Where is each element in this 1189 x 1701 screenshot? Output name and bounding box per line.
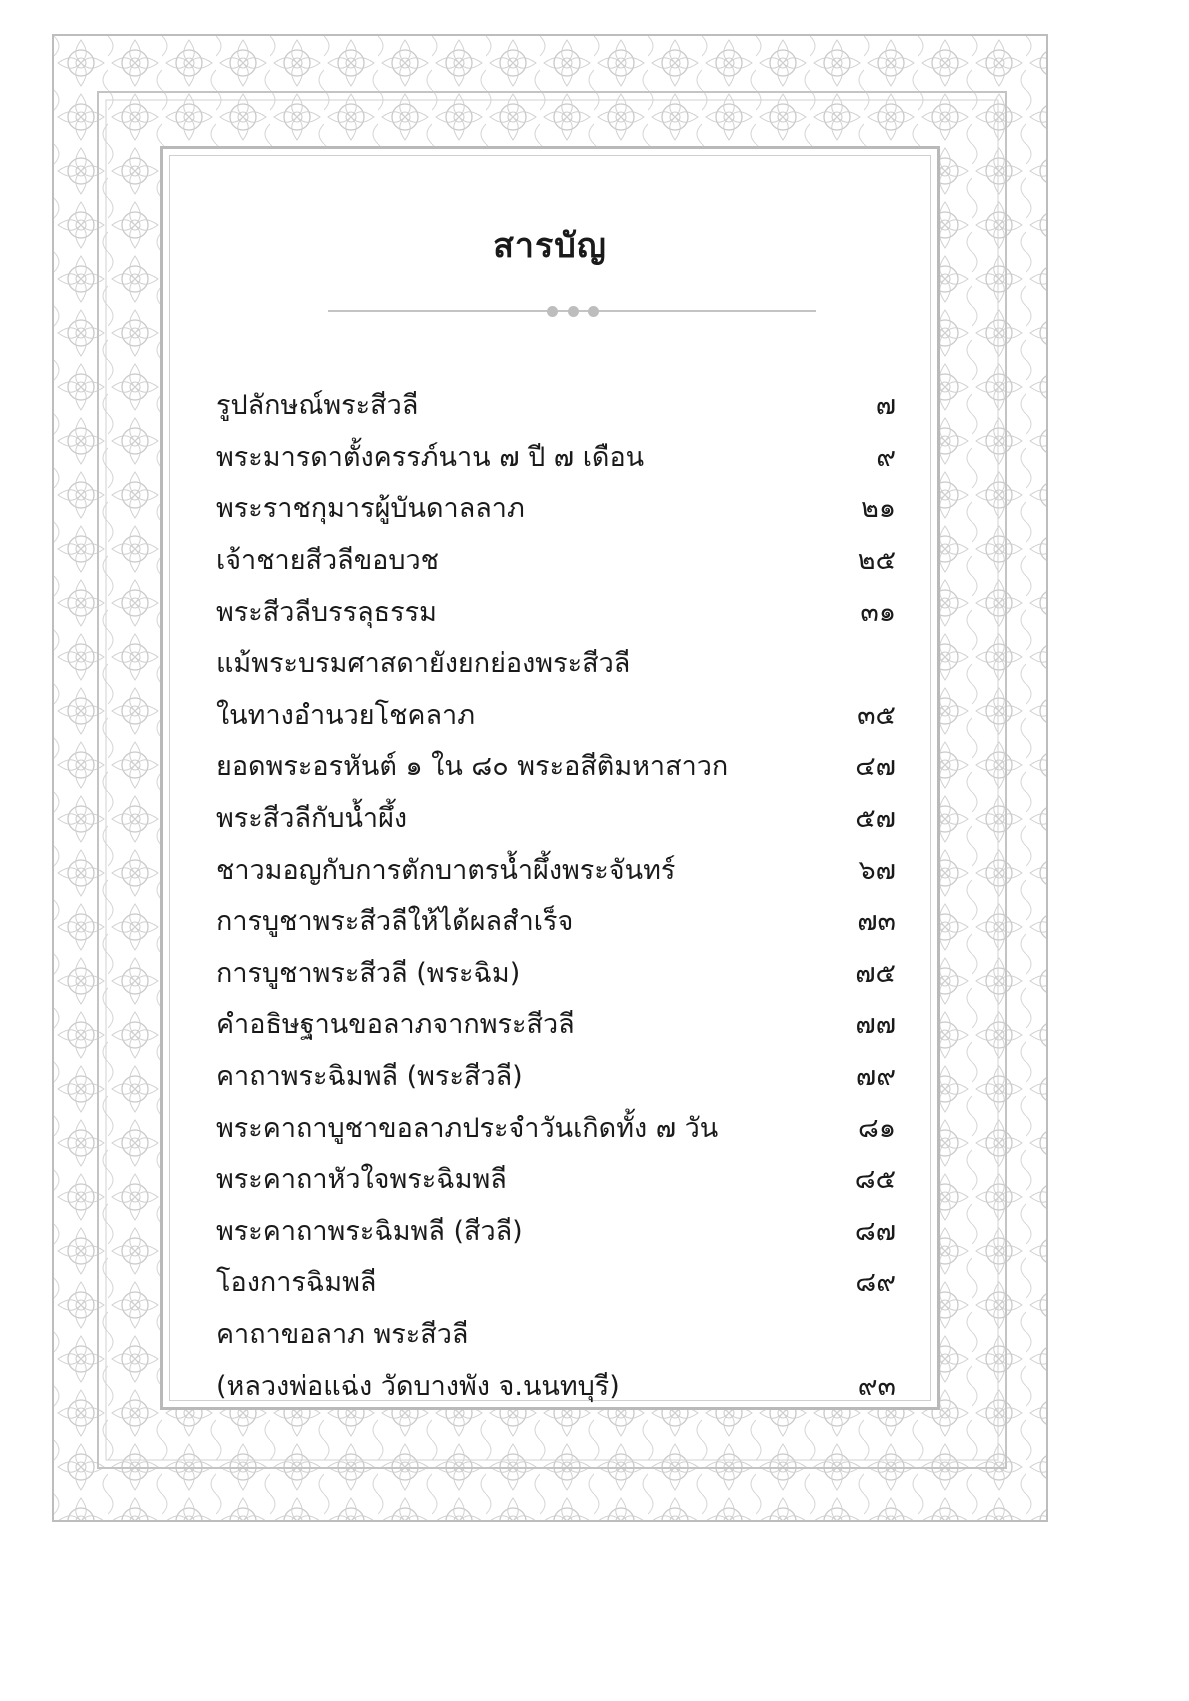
page-title: สารบัญ [493,226,607,266]
toc-entry-page: ๗๗ [855,1009,896,1041]
toc-entry-page: ๕๗ [855,803,896,835]
toc-entry-page: ๗๕ [855,957,896,989]
toc-entry-title: ชาวมอญกับการตักบาตรน้ำผึ้งพระจันทร์ [216,854,676,886]
divider-dot [547,306,558,317]
toc-entry-title: พระสีวลีบรรลุธรรม [216,596,437,628]
toc-entry [216,1257,896,1309]
toc-entry-page: ๙ [876,441,896,473]
toc-entry-title: ในทางอำนวยโชคลาภ [216,699,475,731]
toc-entry [216,1051,896,1103]
toc-entry [216,1360,896,1412]
toc-entry-page: ๓๑ [860,596,896,628]
toc-entry-page: ๔๗ [855,751,896,783]
toc-entry-page: ๖๗ [858,854,896,886]
toc-entry-page: ๘๗ [854,1215,896,1247]
toc-entry-title: พระมารดาตั้งครรภ์นาน ๗ ปี ๗ เดือน [216,441,645,473]
toc-entry-page: ๘๕ [854,1164,896,1196]
divider-dot [588,306,599,317]
toc-entry-page: ๘๑ [858,1112,896,1144]
toc-entry-page: ๒๕ [857,545,896,577]
toc-entry-page: ๗๓ [857,906,896,938]
toc-entry [216,638,896,690]
toc-entry-title: พระคาถาพระฉิมพลี (สีวลี) [216,1215,523,1247]
toc-entry [216,690,896,742]
toc-entry-title: ยอดพระอรหันต์ ๑ ใน ๘๐ พระอสีติมหาสาวก [216,751,729,783]
toc-entry-page: ๒๑ [861,493,896,525]
toc-entry [216,999,896,1051]
toc-entry [216,535,896,587]
toc-entry [216,1102,896,1154]
toc-entry-title: พระสีวลีกับน้ำผึ้ง [216,803,408,835]
toc-entry-title: พระราชกุมารผู้บันดาลลาภ [216,493,525,525]
toc-entry [216,380,896,432]
toc-entry [216,483,896,535]
toc-entry-title: คาถาพระฉิมพลี (พระสีวลี) [216,1061,523,1093]
toc-entry-title: การบูชาพระสีวลี (พระฉิม) [216,957,521,989]
toc-entry-title: รูปลักษณ์พระสีวลี [216,390,419,422]
divider-dot [568,306,579,317]
toc-entry-title: โองการฉิมพลี [216,1267,377,1299]
toc-entry [216,586,896,638]
toc-entry-page: ๘๙ [855,1267,896,1299]
toc-entry-title: คาถาขอลาภ พระสีวลี [216,1318,469,1350]
toc-entry [216,432,896,484]
toc-entry [216,844,896,896]
toc-entry-page: ๙๓ [857,1370,896,1402]
toc-entry-title: การบูชาพระสีวลีให้ได้ผลสำเร็จ [216,906,574,938]
toc-entry [216,741,896,793]
toc-entry-title: พระคาถาบูชาขอลาภประจำวันเกิดทั้ง ๗ วัน [216,1112,719,1144]
toc-entry [216,793,896,845]
table-of-contents [216,380,896,1412]
toc-entry-title: พระคาถาหัวใจพระฉิมพลี [216,1164,507,1196]
toc-entry [216,948,896,1000]
toc-entry-page: ๓๕ [857,699,896,731]
toc-entry-title: เจ้าชายสีวลีขอบวช [216,545,440,577]
toc-entry [216,1206,896,1258]
toc-entry-title: (หลวงพ่อแฉ่ง วัดบางพัง จ.นนทบุรี) [216,1370,620,1402]
toc-entry-title: แม้พระบรมศาสดายังยกย่องพระสีวลี [216,648,631,680]
toc-entry [216,896,896,948]
toc-entry-title: คำอธิษฐานขอลาภจากพระสีวลี [216,1009,575,1041]
divider-ornament [547,305,599,317]
toc-entry-page: ๗ [875,390,896,422]
toc-entry [216,1309,896,1361]
toc-entry-page: ๗๙ [855,1061,896,1093]
toc-entry [216,1154,896,1206]
